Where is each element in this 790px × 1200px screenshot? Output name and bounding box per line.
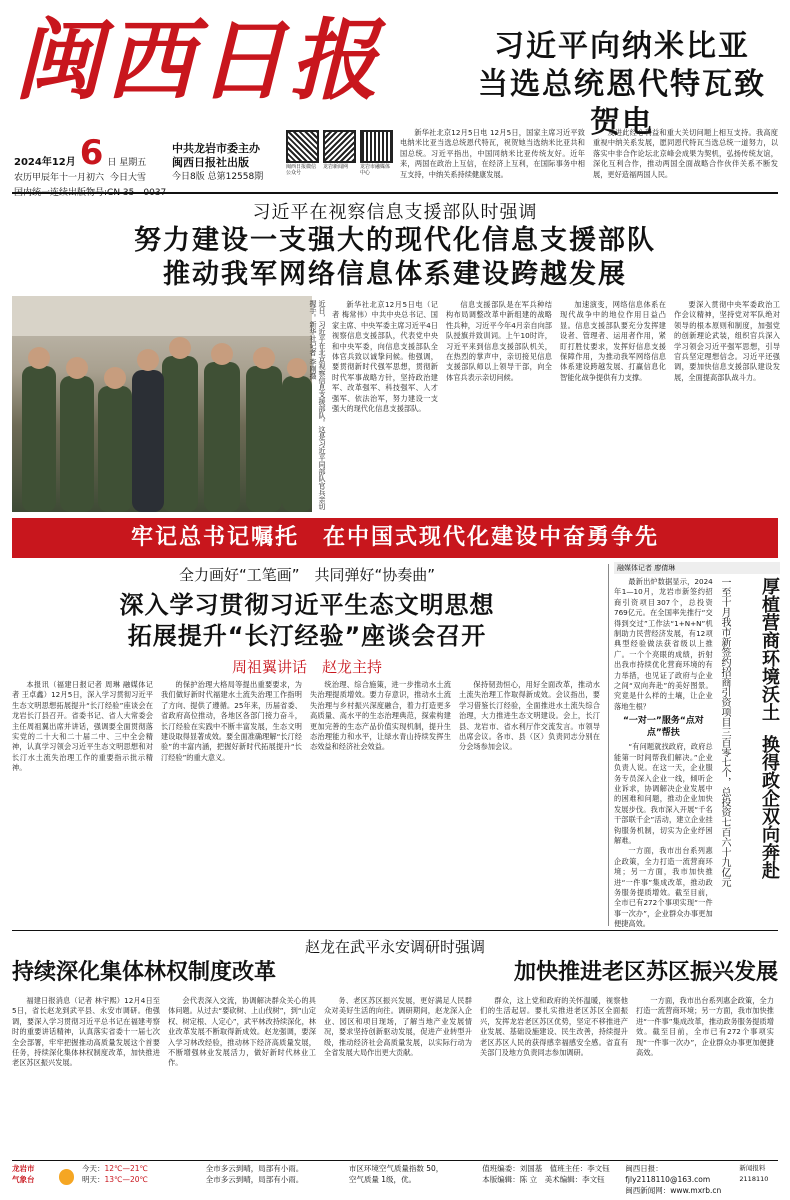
divider xyxy=(12,192,778,194)
masthead xyxy=(0,0,790,190)
story3-headline-line2: 加快推进老区苏区振兴发展 xyxy=(513,960,778,985)
story2-subhead: 周祖翼讲话 赵龙主持 xyxy=(231,658,382,676)
footer-divider xyxy=(12,1160,778,1161)
story3-kicker: 赵龙在武平永安调研时强调 xyxy=(304,938,485,956)
contact-web[interactable]: 闽西新闻网：www.mxrb.cn xyxy=(625,1186,722,1195)
story1-headline-line1: 努力建设一支强大的现代化信息支援部队 xyxy=(134,225,656,256)
weather-label: 气象台 xyxy=(12,1175,35,1184)
story2-headline-line2: 拓展提升“长汀经验”座谈会召开 xyxy=(127,622,487,650)
sidebar-body: 最新出炉数据显示，2024年1—10月，龙岩市新签约招商引资项目307个，总投资769亿元。在全国率先推行“交得到交过”工作法“1+N+N”机制助力民营经济发展，有12项典型经验做法获省级以上推广。一个个亮眼的成绩，折射出我市持续优化营商环境的有力举措，也见证了政府与企业之间“双向奔赴”的美好图景。究竟是什么样的土壤，让企业落地生根？ xyxy=(614,577,713,711)
story1-col3: 加速演变，网络信息体系在现代战争中的地位作用日益凸显。信息支援部队要充分发挥建设者、管理者、运用者作用，紧盯打胜仗要求，发挥好信息支援保障作用，为推动我军网络信息体系建设跨越发展、打赢信息化智能化战争提供有力支撑。 xyxy=(560,300,666,382)
story2-col3: 统治理、综合施策，进一步推动水土流失治理提质增效。要力存意识，推动水土流失治理与乡村振兴深度融合，着力打造更多高质量、高水平的生态治理典范，探索构建更加完善的生态产品价值实现机制，提升生态治理能力和水平，让绿水青山持续发挥生态效益和经济社会效益。 xyxy=(310,680,451,752)
tomorrow-temp: 13℃—20℃ xyxy=(104,1175,148,1184)
sidebar-headline-line1: 厚植营商环境沃土 xyxy=(759,577,780,721)
qr-label: 龙岩市融媒体中心 xyxy=(360,164,391,176)
story3-headline[interactable] xyxy=(12,958,778,988)
qr-website[interactable] xyxy=(323,130,356,186)
story1-photo[interactable] xyxy=(12,296,312,512)
weather-tomorrow-text: 全市多云到晴，局部有小雨。 xyxy=(205,1175,304,1184)
qr-code-icon xyxy=(323,130,356,163)
top-body-col1: 新华社北京12月5日电 12月5日，国家主席习近平致电纳米比亚当选总统恩代特瓦，祝贺她当选纳米比亚共和国总统。习近平指出，中国同纳米比亚传统友好。近年来，两国在政治上互信，在经济上互利，在国际事务中相互支持，中纳关系持续健康发展。 xyxy=(400,128,585,179)
story2-headline-line1: 深入学习贯彻习近平生态文明思想 xyxy=(119,591,495,619)
publisher-line3: 今日8版 总第12558期 xyxy=(172,172,264,182)
story3-col3: 务、老区苏区振兴发展，更好满足人民群众对美好生活的向往。调研期间，赵龙深入企业、园区和项目现场，了解当地产业发展情况，要求坚持创新驱动发展，促进产业转型升级，推动经济社会高质量发展，以实际行动为全省发展大局作出更大贡献。 xyxy=(324,996,472,1058)
weather-station xyxy=(12,1163,51,1197)
sidebar-subtitle: “一对一”服务“点对点”帮扶 xyxy=(622,716,704,739)
top-story-body xyxy=(400,128,778,188)
story2-headline[interactable] xyxy=(12,590,602,652)
air-quality-index: 市区环境空气质量指数 50， xyxy=(348,1164,444,1173)
story1-kicker: 习近平在视察信息支援部队时强调 xyxy=(252,202,538,223)
story1-col1: 新华社北京12月5日电（记者 梅常伟）中共中央总书记、国家主席、中央军委主席习近平4日视察信息支援部队，代表党中央和中央军委，向信息支援部队全体官兵致以诚挚问候。他强调，要贯彻新时代强军思想，贯彻新时代军事战略方针，坚持政治建军、改革强军、科技强军、人才强军、依法治军，努力建设一支强大的现代化信息支援部队。 xyxy=(332,300,438,414)
today-label: 今天： xyxy=(82,1164,105,1173)
lunar-date: 农历甲辰年十一月初六 xyxy=(14,173,105,183)
top-headline[interactable] xyxy=(472,28,772,142)
publisher-line2: 闽西日报社出版 xyxy=(172,156,249,169)
publisher-line1: 中共龙岩市委主办 xyxy=(172,142,260,155)
tomorrow-label: 明天： xyxy=(82,1175,105,1184)
top-headline-line2: 当选总统恩代特瓦致贺电 xyxy=(478,67,766,140)
story2-kicker: 全力画好“工笔画” 共同弹好“协奏曲” xyxy=(178,566,436,584)
date-weekday: 日 星期五 xyxy=(107,158,147,168)
soldiers-photo-icon xyxy=(12,296,312,512)
duty-editor: 值班编委：刘国基 值班主任：李文钰 xyxy=(482,1164,610,1173)
weather-city: 龙岩市 xyxy=(12,1164,35,1173)
story1-col4: 要深入贯彻中央军委政治工作会议精神，坚持党对军队绝对领导的根本原则和制度，加强党的创新理论武装，组织官兵深入学习领会习近平强军思想，引导官兵坚定理想信念。习近平还强调，要加快信息支援部队建设发展，全面提高部队战斗力。 xyxy=(674,300,780,382)
qr-media[interactable] xyxy=(360,130,393,186)
date-year-month: 2024年12月 xyxy=(14,157,76,168)
footer xyxy=(12,1163,778,1197)
qr-code-icon xyxy=(286,130,319,163)
sidebar-headline-line2: 换得政企双向奔赴 xyxy=(759,735,780,879)
page-editor: 本版编辑：陈 立 美术编辑：李文钰 xyxy=(482,1175,605,1184)
contact-email[interactable]: 闽西日报：fjly2118110@163.com xyxy=(625,1164,711,1184)
qr-label: 闽西日报微信公众号 xyxy=(286,164,317,176)
story3-body xyxy=(12,996,778,1156)
sidebar-tag: 融媒体记者 廖倩琳 xyxy=(614,562,780,574)
qr-codes xyxy=(286,130,392,186)
story1-body xyxy=(332,300,780,512)
sidebar-body3: 一方面，我市出台系列惠企政策，全力打造一流营商环境；另一方面，我市加快推进“一件事”集成改革，推动政务服务提质增效。截至目前，全市已有272个事项实现“一件事一次办”，企业群众办事更加便捷高效。 xyxy=(614,846,713,928)
sun-icon xyxy=(59,1169,74,1185)
story1-headline[interactable] xyxy=(0,224,790,292)
weather-today-text: 全市多云到晴，局部有小雨。 xyxy=(205,1164,304,1173)
sidebar-headline[interactable] xyxy=(734,577,780,928)
publisher-block xyxy=(172,142,282,184)
divider xyxy=(12,930,778,931)
story3-col1: 福建日报消息（记者 林宇熙）12月4日至5日，省长赵龙到武平县、永安市调研。他强调，要深入学习贯彻习近平总书记在福建考察时的重要讲话精神，认真落实省委十一届七次全会部署，牢牢把握推动高质量发展这个首要任务，持续深化集体林权制度改革，加快推进老区苏区振兴发展。 xyxy=(12,996,160,1068)
story3-col5: 一方面，我市出台系列惠企政策，全力打造一流营商环境；另一方面，我市加快推进“一件事”集成改革，推动政务服务提质增效。截至目前，全市已有272个事项实现“一件事一次办”，企业群众办事更加便捷高效。 xyxy=(636,996,774,1058)
sidebar-body2: “有问题就找政府，政府总能第一时间帮我们解决。”企业负责人说。在这一天，企业服务专员深入企业一线，倾听企业诉求，协调解决企业发展中的困难和问题，推动企业加快发展步伐。我市深入开展“千名干部联千企”活动，建立企业挂钩服务机制，切实为企业纾困解难。 xyxy=(614,742,713,845)
date-day: 6 xyxy=(79,133,104,173)
story2-body xyxy=(12,680,602,924)
sidebar-divider xyxy=(608,564,609,926)
red-banner: 牢记总书记嘱托 在中国式现代化建设中奋勇争先 xyxy=(12,518,778,558)
newspaper-logo: 闽西日报 xyxy=(14,8,383,112)
story3-headline-line1: 持续深化集体林权制度改革 xyxy=(12,960,277,985)
story2-col4: 保持韧劲恒心，用好全面改革，推动水土流失治理工作取得新成效。会议指出，要学习借鉴长汀经验，全面推进水土流失综合治理，大力推进生态文明建设。会上，长汀县、龙岩市、省水利厅作交流发言。市领导出席会议。各市、县（区）负责同志分别在分会场参加会议。 xyxy=(459,680,600,752)
solar-term: 今日大雪 xyxy=(110,173,147,183)
story3-col4: 群众，这上党和政府的关怀温暖，视察他们的生活起居。要扎实推进老区苏区全面振兴，发挥龙岩老区苏区优势，坚定不移推进产业发展、基础设施建设、民生改善，持续提升老区苏区人民的获得感幸福感安全感。省直有关部门及地方负责同志参加调研。 xyxy=(480,996,628,1058)
story1-col2: 信息支援部队是在军兵种结构布局调整改革中新组建的战略性兵种，习近平今年4月亲自向部队授旗并致训词。上午10时许，习近平来到信息支援部队机关，在热烈的掌声中，亲切接见信息支援部队师以上领导干部，向全体官兵表示亲切问候。 xyxy=(446,300,552,382)
sidebar xyxy=(614,562,780,928)
story2-col1: 本报讯（福建日报记者 周琳 融媒体记者 王卓鑫）12月5日，深入学习贯彻习近平生态文明思想拓展提升“长汀经验”座谈会在龙岩长汀县召开。省委书记、省人大常委会主任周祖翼出席并讲话，强调要全面贯彻落实党的二十大和二十届二中、三中全会精神，认真学习领会习近平生态文明思想和对长汀水土流失治理工作的重要指示批示精神。 xyxy=(12,680,153,773)
story2-col2: 的保护治理大格局等提出重要要求，为我们做好新时代福建水土流失治理工作指明了方向、提供了遵循。25年来，历届省委、省政府高位推动，各地区各部门接力奋斗，长汀经验在实践中不断丰富发展，生态文明建设取得显著成效。要全面准确理解“长汀经验”的丰富内涵，把握好新时代拓展提升“长汀经验”的重大意义。 xyxy=(161,680,302,762)
story1-headline-line2: 推动我军网络信息体系建设跨越发展 xyxy=(163,259,627,290)
sidebar-subhead: 一至十月我市新签约招商引资项目三百零七个，总投资七百六十九亿元 xyxy=(719,577,730,887)
top-body-col2: 及进此经心利益和重大关切问题上相互支持。我高度重视中纳关系发展，愿同恩代特瓦当选总统一道努力，以落实中非合作论坛北京峰会成果为契机，弘扬传统友谊，深化互利合作，推动两国全面战略合作伙伴关系不断发展，更好造福两国人民。 xyxy=(593,128,778,179)
qr-code-icon xyxy=(360,130,393,163)
today-temp: 12℃—21℃ xyxy=(104,1164,148,1173)
air-quality-level: 空气质量 1级，优。 xyxy=(348,1175,416,1184)
story3-col2: 会代表深入交流，协调解决群众关心的具体问题。从过去“要砍树、上山伐树”，到“山定权、树定根、人定心”，武平林改持续深化，林业改革发展不断取得新成效。赵龙强调，要深入学习林改经验，推动林下经济高质量发展，不断增强林业发展活力，做好新时代林业工作。 xyxy=(168,996,316,1068)
qr-wechat[interactable] xyxy=(286,130,319,186)
top-headline-line1: 习近平向纳米比亚 xyxy=(494,29,750,64)
qr-label: 龙岩新闻网 xyxy=(323,164,349,170)
story1-caption: 近日，习近平在北京视察信息支援部队。这是习近平同部队官兵亲切握手。新华社记者 李刚摄 xyxy=(309,300,326,510)
tip-line: 新闻报料 2118110 xyxy=(739,1164,769,1183)
